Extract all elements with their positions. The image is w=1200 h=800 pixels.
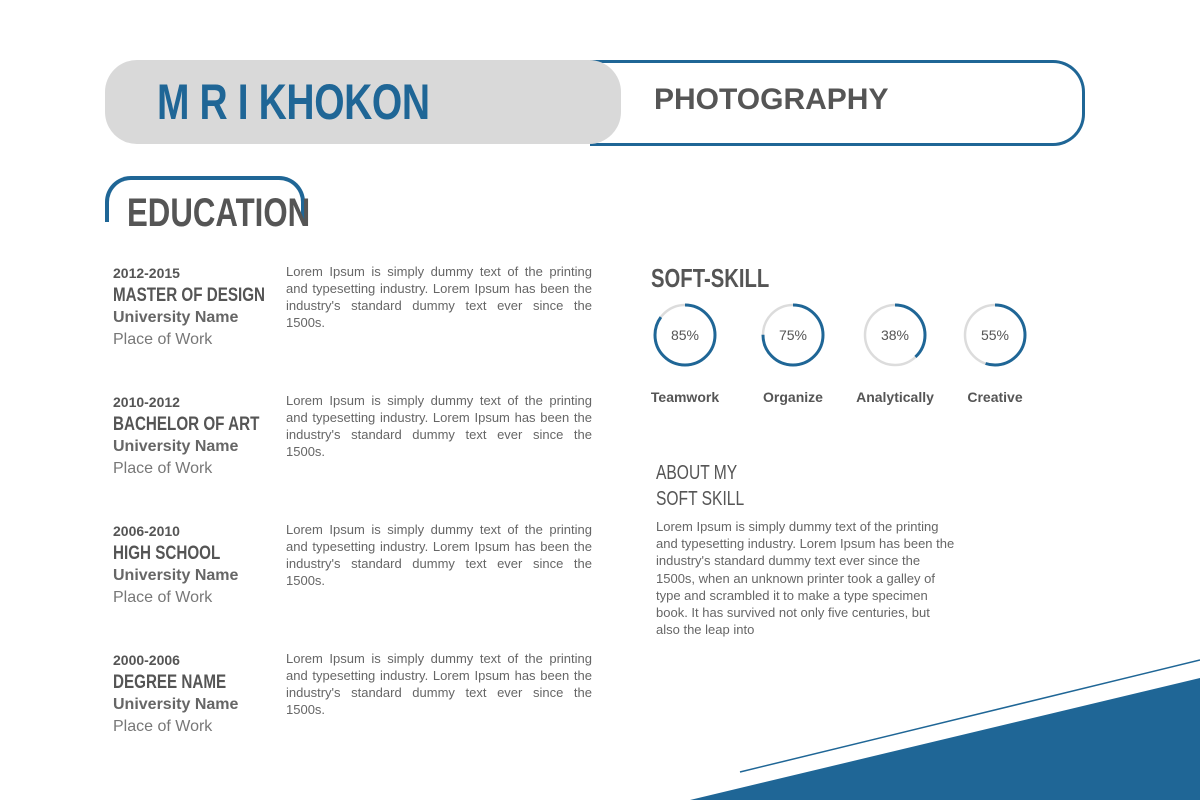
skill-percent: 75% [778, 327, 808, 343]
education-degree: BACHELOR OF ART [113, 414, 260, 435]
corner-triangle [690, 678, 1200, 800]
education-years: 2012-2015 [113, 265, 180, 281]
skill-label: Teamwork [650, 389, 720, 405]
skill-percent: 85% [670, 327, 700, 343]
skill-label: Creative [967, 389, 1023, 405]
education-degree: HIGH SCHOOL [113, 543, 221, 564]
education-years: 2000-2006 [113, 652, 180, 668]
education-description: Lorem Ipsum is simply dummy text of the printing and typesetting industry. Lorem Ipsum has been the industry's standard dummy text ever since the 1500s. [286, 651, 592, 717]
profession-title: PHOTOGRAPHY [654, 83, 889, 116]
skill-percent: 38% [880, 327, 910, 343]
education-place: Place of Work [113, 718, 213, 735]
skill-label: Organize [763, 389, 823, 405]
education-place: Place of Work [113, 460, 213, 477]
about-heading-line-1: ABOUT MY [656, 462, 738, 484]
skill-label: Analytically [856, 389, 934, 405]
skill-percent: 55% [980, 327, 1010, 343]
education-description: Lorem Ipsum is simply dummy text of the printing and typesetting industry. Lorem Ipsum has been the industry's standard dummy text ever since the 1500s. [286, 264, 592, 330]
education-years: 2010-2012 [113, 394, 180, 410]
about-heading-line-2: SOFT SKILL [656, 488, 745, 510]
education-place: Place of Work [113, 589, 213, 606]
education-degree: MASTER OF DESIGN [113, 285, 266, 306]
education-university: University Name [113, 696, 239, 713]
resume-name: M R I KHOKON [157, 74, 430, 130]
education-university: University Name [113, 567, 239, 584]
soft-skill-heading: SOFT-SKILL [651, 263, 770, 293]
education-description: Lorem Ipsum is simply dummy text of the printing and typesetting industry. Lorem Ipsum has been the industry's standard dummy text ever since the 1500s. [286, 393, 592, 459]
education-heading: EDUCATION [127, 191, 311, 235]
education-degree: DEGREE NAME [113, 672, 227, 693]
about-soft-skill-text: Lorem Ipsum is simply dummy text of the printing and typesetting industry. Lorem Ipsum has been the industry's standard dummy text ever since the 1500s, when an unknown printer took a galley of type and scrambled it to make a type specimen book. It has survived not only five centuries, but also the leap into [656, 519, 955, 638]
education-years: 2006-2010 [113, 523, 180, 539]
education-university: University Name [113, 309, 239, 326]
education-description: Lorem Ipsum is simply dummy text of the printing and typesetting industry. Lorem Ipsum has been the industry's standard dummy text ever since the 1500s. [286, 522, 592, 588]
education-place: Place of Work [113, 331, 213, 348]
education-university: University Name [113, 438, 239, 455]
